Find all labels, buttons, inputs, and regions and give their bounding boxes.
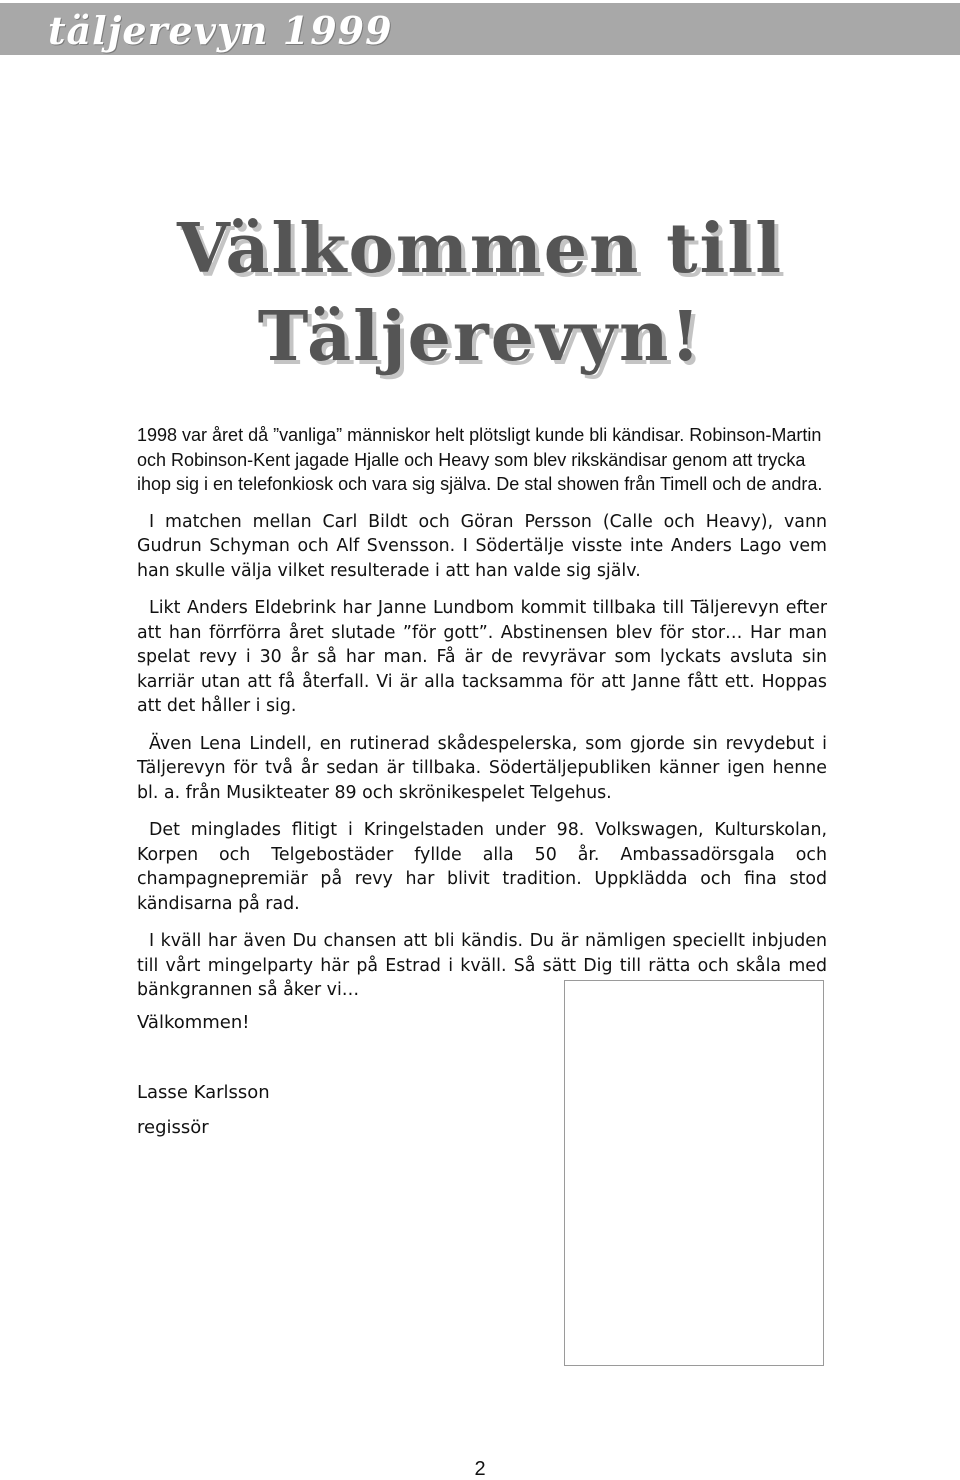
page-title-line-2: Täljerevyn!: [257, 297, 703, 377]
paragraph-2: I matchen mellan Carl Bildt och Göran Persson (Calle och Heavy), vann Gudrun Schyman och Alf Svensson. I Södertälje visste inte Anders Lago vem han skulle välja vilket resulterade i att han valde sig själv.: [137, 511, 827, 581]
paragraph-1: 1998 var året då ”vanliga” människor helt plötsligt kunde bli kändisar. Robinson-Martin och Robinson-Kent jagade Hjalle och Heavy som blev rikskändisar genom att trycka ihop sig i en telefonkiosk och vara sig själva. De stal showen från Timell och de andra.: [137, 425, 823, 494]
header-title: täljerevyn 1999: [48, 8, 393, 53]
page-number: 2: [474, 1458, 486, 1480]
paragraph-3: Likt Anders Eldebrink har Janne Lundbom kommit tillbaka till Täljerevyn efter att han förrförra året slutade ”för gott”. Abstinensen blev för stor… Har man spelat revy i 30 år så har man. Få är de revyrävar som lyckats avsluta sin karriär utan att få återfall. Vi är alla tacksamma för att Janne fått ett. Hoppas att det håller i sig.: [137, 598, 827, 716]
page-title-line-1: Välkommen till: [176, 209, 784, 289]
paragraph-5: Det minglades flitigt i Kringelstaden under 98. Volkswagen, Kulturskolan, Korpen och Telgebostäder fyllde alla 50 år. Ambassadörsgala och champagnepremiär på revy har blivit tradition. Uppklädda och fina stod kändisarna på rad.: [137, 820, 827, 914]
paragraph-6: I kväll har även Du chansen att bli kändis. Du är nämligen speciellt inbjuden till vårt mingelparty här på Estrad i kväll. Så sätt Dig till rätta och skåla med bänkgrannen så åker vi…: [137, 931, 827, 1000]
paragraph-4: Även Lena Lindell, en rutinerad skådespelerska, som gjorde sin revydebut i Täljerevyn för två år sedan är tillbaka. Södertäljepubliken känner igen henne bl. a. från Musikteater 89 och skrönikespelet Telgehus.: [137, 733, 827, 803]
signature-role: regissör: [137, 1117, 209, 1138]
header-bar: [0, 3, 960, 55]
signature-name: Lasse Karlsson: [137, 1082, 270, 1103]
closing-greeting: Välkommen!: [137, 1012, 250, 1033]
photo-placeholder: [564, 980, 824, 1366]
article-body: [137, 423, 827, 1016]
page-title: [0, 205, 960, 381]
